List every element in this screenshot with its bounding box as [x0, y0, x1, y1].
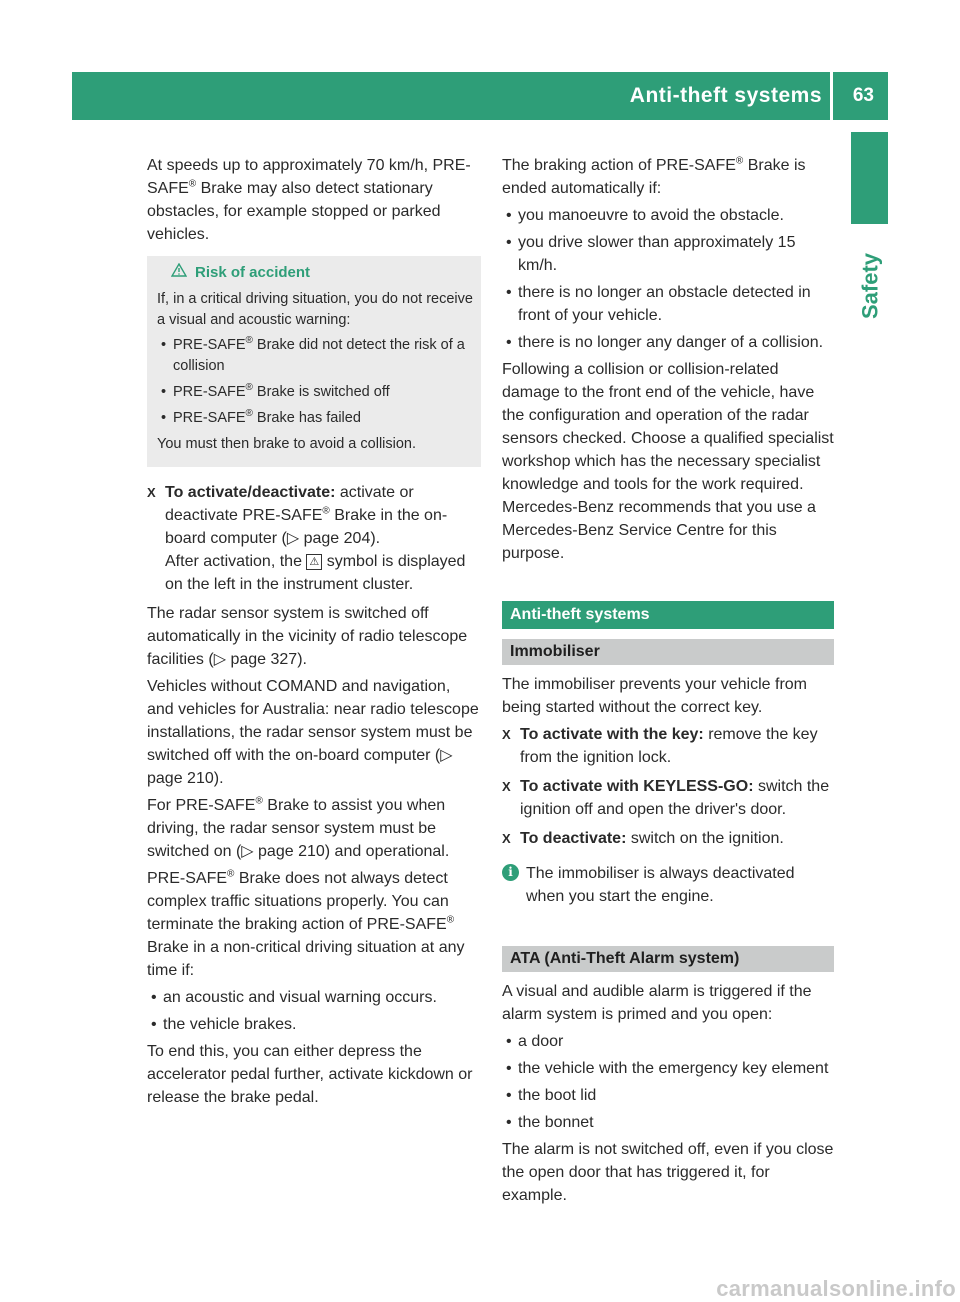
- warning-title: Risk of accident: [157, 262, 473, 283]
- page-number: 63: [852, 85, 874, 106]
- warning-box: [147, 256, 481, 467]
- paragraph: The braking action of PRE-SAFE® Brake is ended automatically if:: [502, 155, 806, 197]
- paragraph: For PRE-SAFE® Brake to assist you when driving, the radar sensor system must be switched on (▷ page 210) and operational.: [147, 795, 450, 860]
- condition-list: [502, 1030, 834, 1134]
- list-item: • PRE-SAFE® Brake is switched off: [157, 382, 473, 403]
- warning-list: [157, 335, 473, 429]
- ref-arrow-icon: ▷: [213, 651, 226, 668]
- left-column: [147, 154, 481, 1113]
- step-arrow-icon: X: [147, 485, 156, 500]
- list-item: • there is no longer an obstacle detected in front of your vehicle.: [502, 281, 834, 327]
- side-tab-block: [851, 132, 888, 224]
- page-reference[interactable]: page 210: [258, 843, 325, 860]
- list-item: • the vehicle brakes.: [147, 1013, 481, 1036]
- list-item: • the bonnet: [502, 1111, 834, 1134]
- instruction-step: X To activate with KEYLESS-GO: switch the ignition off and open the driver's door.: [502, 775, 834, 821]
- info-note: i The immobiliser is always deactivated when you start the engine.: [502, 862, 834, 908]
- page-reference[interactable]: page 210: [147, 770, 214, 787]
- step-arrow-icon: X: [502, 779, 511, 794]
- instruction-step: X To deactivate: switch on the ignition.: [502, 827, 834, 850]
- paragraph: The radar sensor system is switched off automatically in the vicinity of radio telescope facilities (▷ page 327).: [147, 605, 468, 668]
- right-column: [502, 154, 834, 1211]
- paragraph: To end this, you can either depress the accelerator pedal further, activate kickdown or release the brake pedal.: [147, 1043, 473, 1106]
- watermark: carmanualsonline.info: [716, 1276, 956, 1301]
- list-item: • there is no longer any danger of a collision.: [502, 331, 834, 354]
- step-arrow-icon: X: [502, 831, 511, 846]
- list-item: • you drive slower than approximately 15 km/h.: [502, 231, 834, 277]
- paragraph: The alarm is not switched off, even if you close the open door that has triggered it, for example.: [502, 1141, 834, 1204]
- paragraph: The immobiliser prevents your vehicle from being started without the correct key.: [502, 676, 807, 716]
- condition-list: [147, 986, 481, 1036]
- step-arrow-icon: X: [502, 727, 511, 742]
- list-item: • you manoeuvre to avoid the obstacle.: [502, 204, 834, 227]
- paragraph: A visual and audible alarm is triggered if the alarm system is primed and you open:: [502, 983, 812, 1023]
- instruction-step: X To activate with the key: remove the key from the ignition lock.: [502, 723, 834, 769]
- paragraph: Vehicles without COMAND and navigation, and vehicles for Australia: near radio telescope installations, the radar sensor system must be switched off with the on-board computer (▷ page 210).: [147, 678, 479, 787]
- header-title: Anti-theft systems: [629, 84, 822, 107]
- list-item: • the boot lid: [502, 1084, 834, 1107]
- list-item: • an acoustic and visual warning occurs.: [147, 986, 481, 1009]
- ref-arrow-icon: ▷: [440, 747, 453, 764]
- info-icon: i: [502, 864, 519, 881]
- ref-arrow-icon: ▷: [286, 530, 300, 547]
- page-reference[interactable]: page 327: [230, 651, 298, 668]
- list-item: • the vehicle with the emergency key element: [502, 1057, 834, 1080]
- condition-list: [502, 204, 834, 354]
- warning-outro: You must then brake to avoid a collision.: [157, 436, 417, 452]
- header-separator: [830, 72, 833, 120]
- subsection-heading: Immobiliser: [502, 639, 834, 665]
- warning-triangle-icon: [171, 262, 189, 283]
- warning-intro: If, in a critical driving situation, you do not receive a visual and acoustic warning:: [157, 291, 473, 328]
- list-item: • a door: [502, 1030, 834, 1053]
- page-reference[interactable]: page 204: [303, 530, 371, 547]
- subsection-heading: ATA (Anti-Theft Alarm system): [502, 946, 834, 972]
- paragraph: PRE-SAFE® Brake does not always detect complex traffic situations properly. You can terminate the braking action of PRE-SAFE® Brake in a non-critical driving situation at any time if:: [147, 868, 465, 979]
- section-heading: Anti-theft systems: [502, 601, 834, 629]
- collision-warning-icon: ⚠: [306, 554, 322, 570]
- list-item: • PRE-SAFE® Brake has failed: [157, 408, 473, 429]
- side-tab-label: Safety: [857, 252, 883, 320]
- side-tab: [850, 236, 890, 336]
- page-header: [72, 72, 888, 120]
- list-item: • PRE-SAFE® Brake did not detect the risk of a collision: [157, 335, 473, 377]
- paragraph: Following a collision or collision-related damage to the front end of the vehicle, have the configuration and operation of the radar sensors checked. Choose a qualified specialist workshop which has the necessary specialist knowledge and tools for the work required. Mercedes-Benz recommends that you use a Mercedes-Benz Service Centre for this purpose.: [502, 361, 834, 562]
- paragraph: At speeds up to approximately 70 km/h, PRE-SAFE® Brake may also detect stationary obstacles, for example stopped or parked vehicles.: [147, 157, 471, 243]
- ref-arrow-icon: ▷: [241, 843, 254, 860]
- instruction-step: X To activate/deactivate: activate or deactivate PRE-SAFE® Brake in the on-board computer (▷ page 204). After activation, the ⚠ symbol is displayed on the left in the instrument cluster.: [147, 481, 481, 596]
